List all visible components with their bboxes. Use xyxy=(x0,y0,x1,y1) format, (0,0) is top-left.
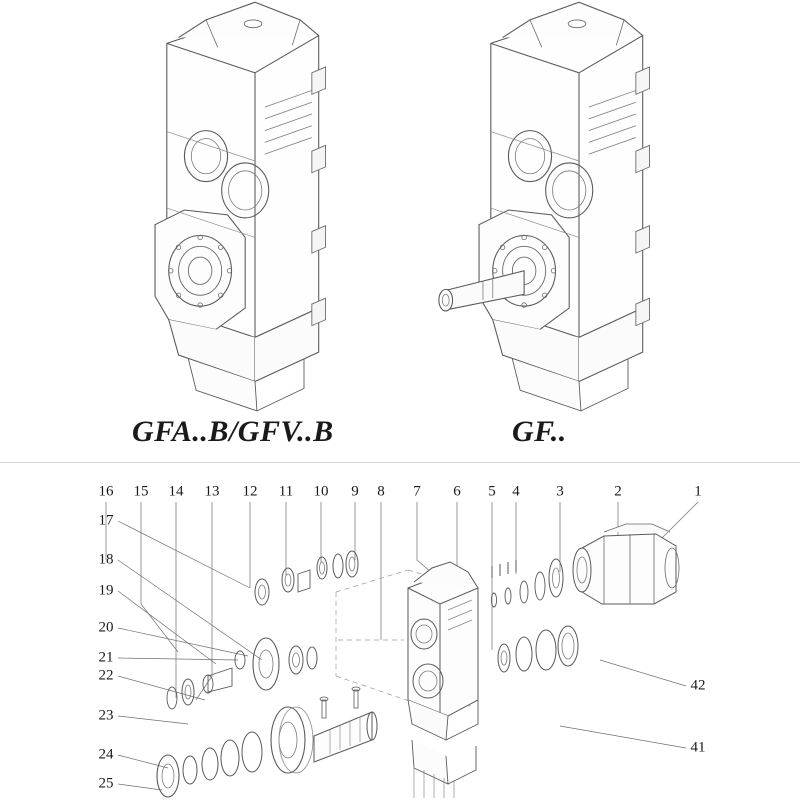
callout-42: 42 xyxy=(690,677,706,694)
callout-6: 6 xyxy=(453,483,461,500)
callout-24: 24 xyxy=(98,746,114,763)
callout-3: 3 xyxy=(556,483,564,500)
callout-2: 2 xyxy=(614,483,622,500)
exploded-small-parts-upper xyxy=(255,551,358,605)
callout-1: 1 xyxy=(694,483,702,500)
exploded-motor-adapter xyxy=(573,524,679,604)
callout-7: 7 xyxy=(413,483,421,500)
callout-13: 13 xyxy=(204,483,220,500)
callout-41: 41 xyxy=(690,739,706,756)
callout-15: 15 xyxy=(133,483,149,500)
callout-21: 21 xyxy=(98,649,114,666)
callout-23: 23 xyxy=(98,707,114,724)
callout-20: 20 xyxy=(98,619,114,636)
callout-11: 11 xyxy=(278,483,294,500)
exploded-ring-stack-right xyxy=(491,559,578,672)
callout-10: 10 xyxy=(313,483,329,500)
callout-9: 9 xyxy=(351,483,359,500)
callout-17: 17 xyxy=(98,512,114,529)
callout-8: 8 xyxy=(377,483,385,500)
leader-lines-left xyxy=(118,521,262,790)
caption-gf: GF.. xyxy=(512,415,567,448)
exploded-gear-cluster-mid xyxy=(167,638,317,709)
caption-gfab-gfvb: GFA..B/GFV..B xyxy=(132,415,334,448)
callout-5: 5 xyxy=(488,483,496,500)
callout-22: 22 xyxy=(98,667,114,684)
callout-25: 25 xyxy=(98,775,114,792)
callout-12: 12 xyxy=(242,483,258,500)
callout-18: 18 xyxy=(98,551,114,568)
callout-14: 14 xyxy=(168,483,184,500)
leader-lines-right xyxy=(560,660,686,748)
callout-4: 4 xyxy=(512,483,520,500)
callout-19: 19 xyxy=(98,582,114,599)
exploded-housing xyxy=(408,562,478,784)
callout-16: 16 xyxy=(98,483,114,500)
